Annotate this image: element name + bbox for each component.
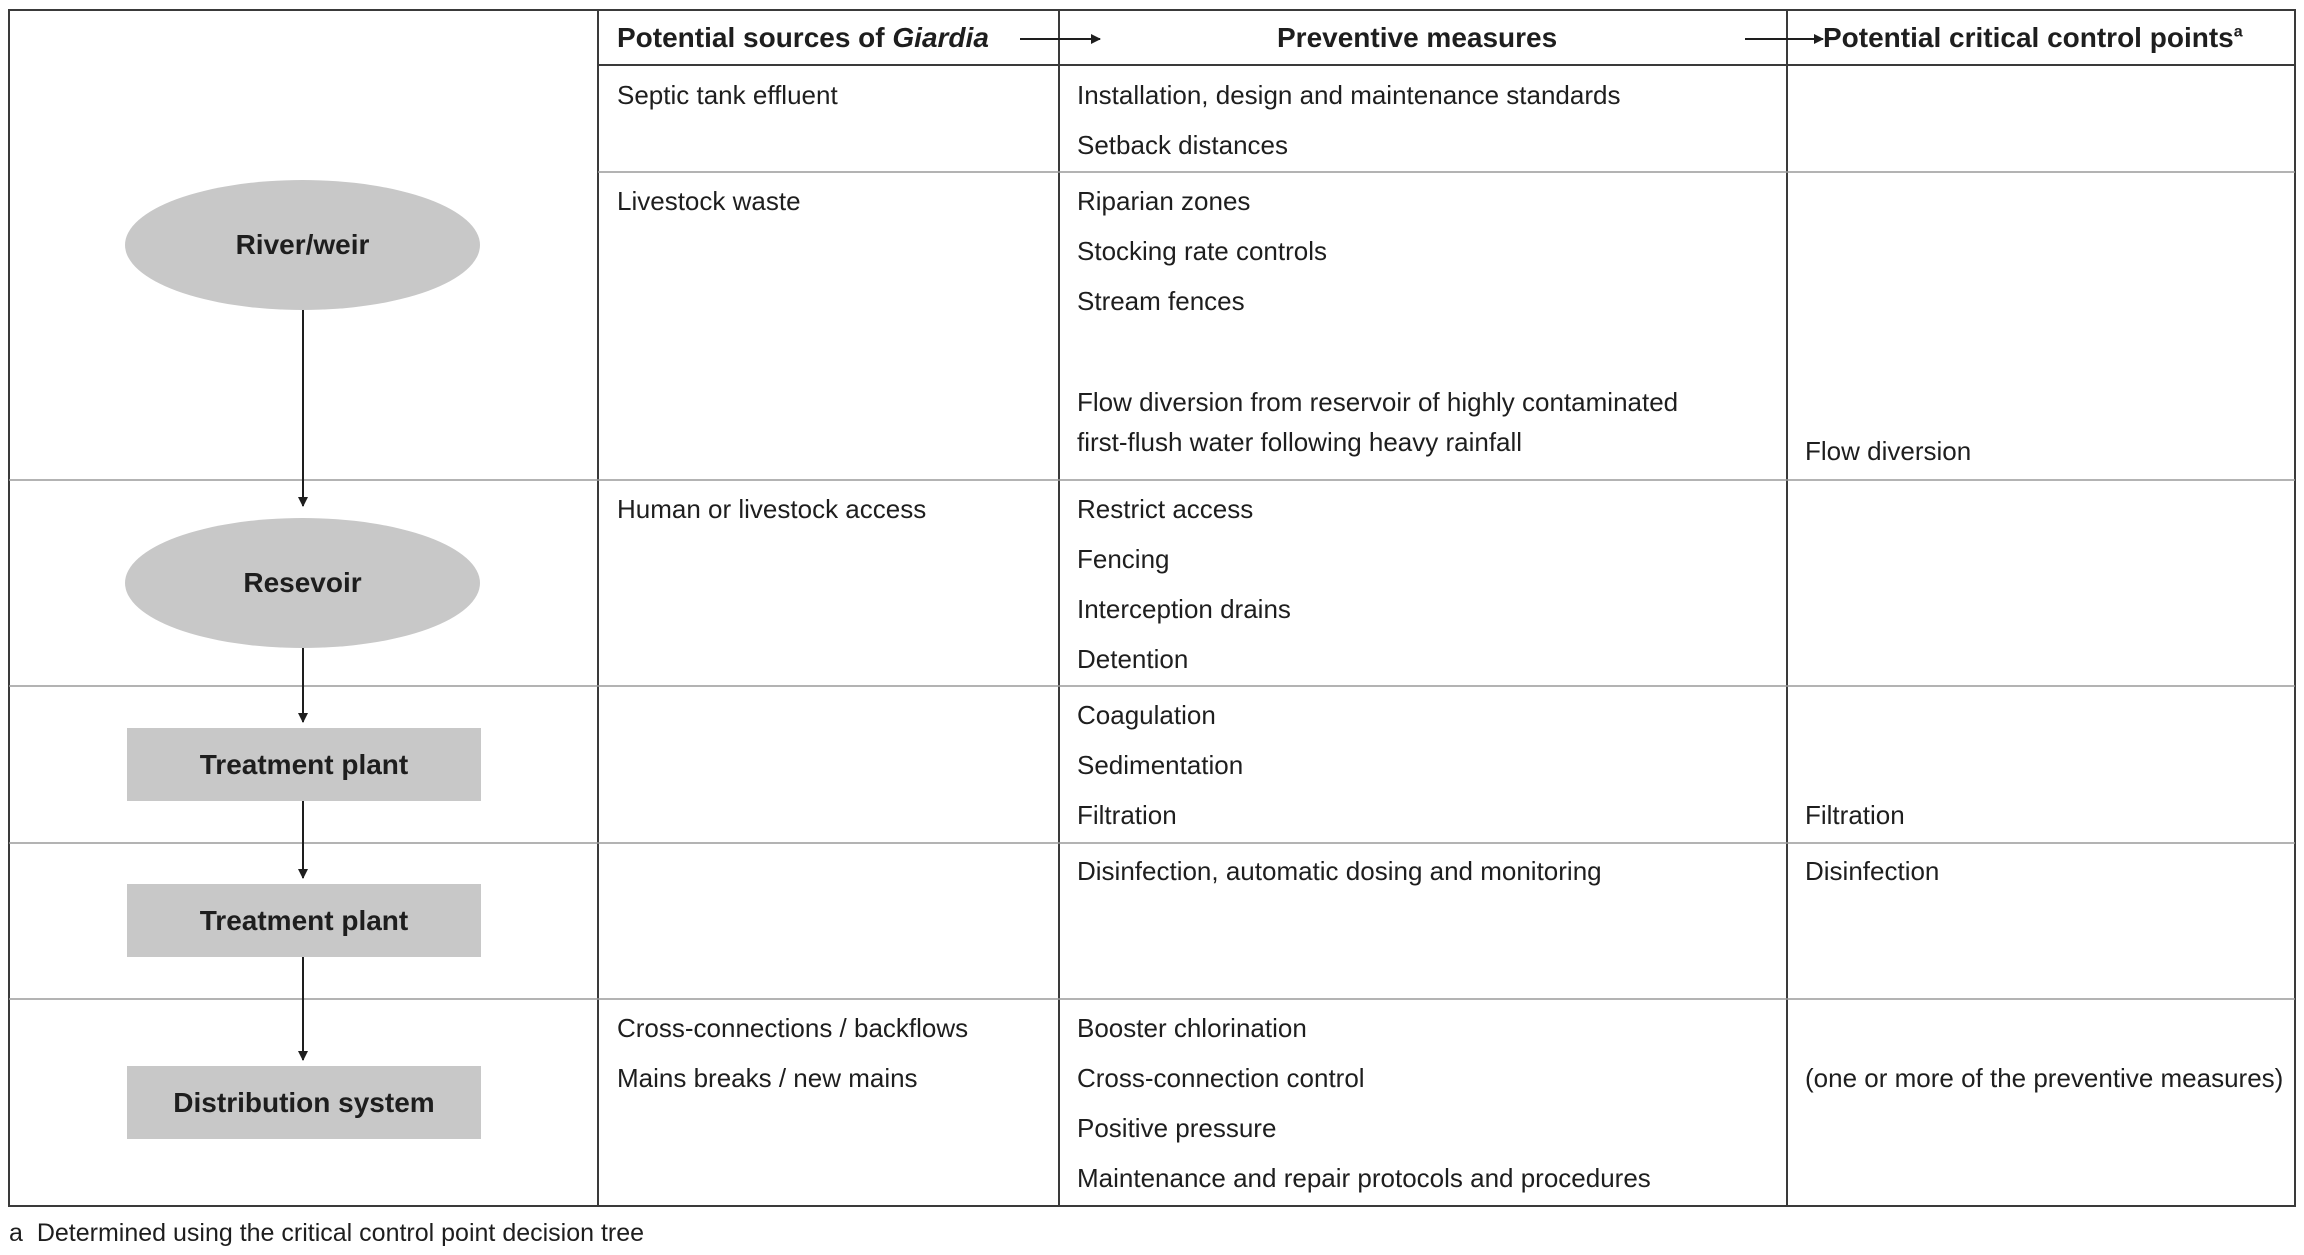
measure-item: Positive pressure — [1077, 1113, 1277, 1143]
ccp-item: Disinfection — [1805, 856, 1940, 886]
measure-item: Riparian zones — [1077, 186, 1251, 216]
footnote — [9, 1219, 644, 1248]
measure-item: first-flush water following heavy rainfall — [1077, 427, 1523, 457]
measure-item: Coagulation — [1077, 700, 1216, 730]
measure-item: Sedimentation — [1077, 750, 1244, 780]
measure-item: Stocking rate controls — [1077, 236, 1328, 266]
measure-item: Booster chlorination — [1077, 1013, 1307, 1043]
measure-item: Detention — [1077, 644, 1189, 674]
ccp-item: Flow diversion — [1805, 436, 1972, 466]
flow-node-reservoir: Resevoir — [125, 518, 480, 648]
source-item: Human or livestock access — [617, 494, 927, 524]
flow-node-distribution-system: Distribution system — [127, 1066, 481, 1139]
measure-item: Interception drains — [1077, 594, 1291, 624]
flow-node-treatment-plant-1: Treatment plant — [127, 728, 481, 801]
source-item: Septic tank effluent — [617, 80, 838, 110]
measure-item: Installation, design and maintenance standards — [1077, 80, 1621, 110]
source-item: Livestock waste — [617, 186, 801, 216]
ccp-item: Filtration — [1805, 800, 1905, 830]
header-footnote-mark: a — [2233, 23, 2243, 41]
footnote-mark: a — [9, 1219, 23, 1247]
measure-item: Stream fences — [1077, 286, 1245, 316]
measure-item: Setback distances — [1077, 130, 1289, 160]
header-critical-control-points: Potential critical control points$^a$ — [1823, 22, 2243, 53]
measure-item: Restrict access — [1077, 494, 1254, 524]
header-organism: Giardia — [892, 22, 989, 53]
footnote-text: Determined using the critical control point decision tree — [36, 1219, 645, 1247]
flow-node-river-weir: River/weir — [125, 180, 480, 310]
header-potential-sources: Potential sources of Giardia — [617, 22, 989, 53]
measure-item: Cross-connection control — [1077, 1063, 1365, 1093]
measure-item: Fencing — [1077, 544, 1170, 574]
source-item: Mains breaks / new mains — [617, 1063, 918, 1093]
source-item: Cross-connections / backflows — [617, 1013, 969, 1043]
header-preventive-measures: Preventive measures — [1277, 22, 1558, 53]
measure-item: Flow diversion from reservoir of highly contaminated — [1077, 387, 1679, 417]
measure-item: Filtration — [1077, 800, 1177, 830]
measure-item: Disinfection, automatic dosing and monitoring — [1077, 856, 1602, 886]
ccp-item: (one or more of the preventive measures) — [1805, 1063, 2284, 1093]
measure-item: Maintenance and repair protocols and procedures — [1077, 1163, 1651, 1193]
flow-node-treatment-plant-2: Treatment plant — [127, 884, 481, 957]
